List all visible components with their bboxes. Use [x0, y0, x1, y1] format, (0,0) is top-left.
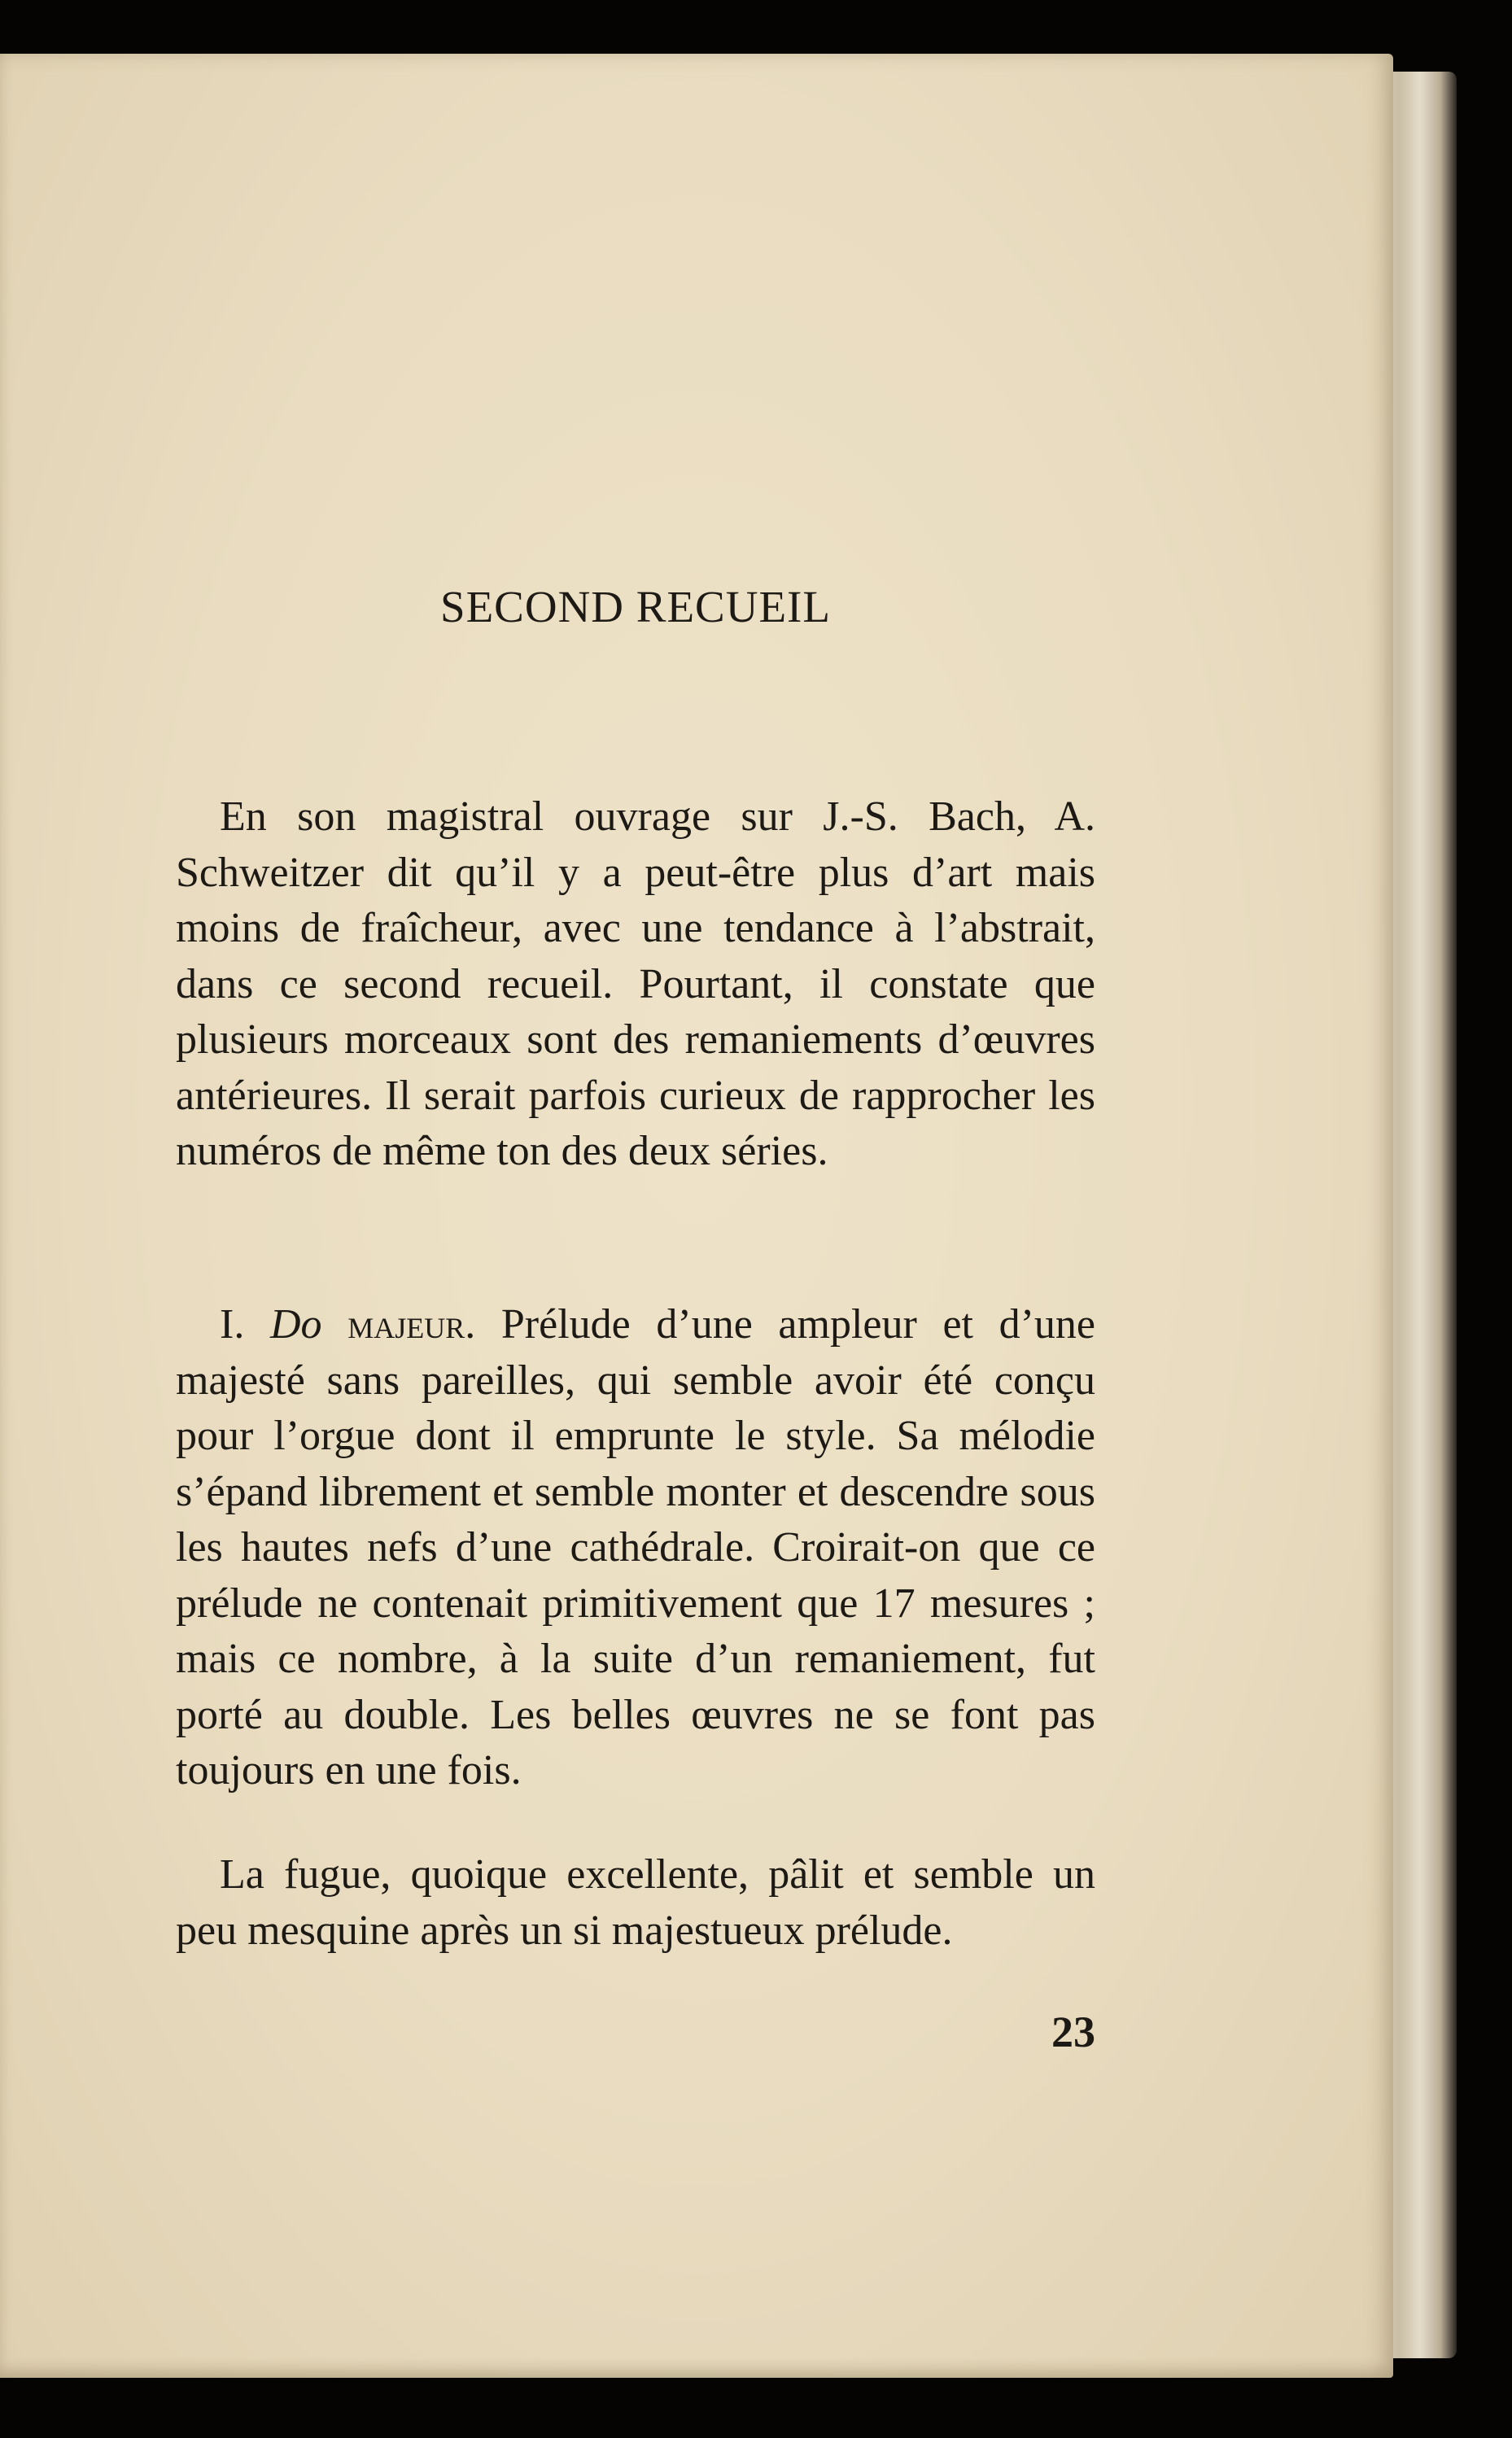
page-number: 23: [1051, 2008, 1095, 2056]
book-page: [0, 54, 1393, 2378]
page-title: SECOND RECUEIL: [440, 582, 831, 631]
section-key: Do: [269, 1301, 322, 1348]
fugue-paragraph: La fugue, quoique excellente, pâlit et semble un peu mesquine après un si majestueux prélude.: [176, 1851, 1095, 1954]
section-1-paragraph: [176, 1297, 1095, 1799]
section-number: I.: [220, 1301, 245, 1348]
intro-paragraph: En son magistral ouvrage sur J.-S. Bach, A. Schweitzer dit qu’il y a peut-être plus d’art mais moins de fraîcheur, avec une tendance à l’abstrait, dans ce second recueil. Pourtant, il constate que plusieurs morceaux sont des remaniements d’œuvres antérieures. Il serait parfois curieux de rapprocher les numéros de même ton des deux séries.: [176, 793, 1095, 1174]
section-mode: majeur.: [347, 1301, 476, 1348]
section-1-text: Prélude d’une ampleur et d’une majesté sans pareilles, qui semble avoir été conçu pour l’orgue dont il emprunte le style. Sa mélodie s’épand librement et semble monter et descendre sous les hautes nefs d’une cathédrale. Croirait-on que ce prélude ne contenait primitivement que 17 mesures ; mais ce nombre, à la suite d’un remaniement, fut porté au double. Les belles œuvres ne se font pas toujours en une fois.: [176, 1301, 1096, 1794]
